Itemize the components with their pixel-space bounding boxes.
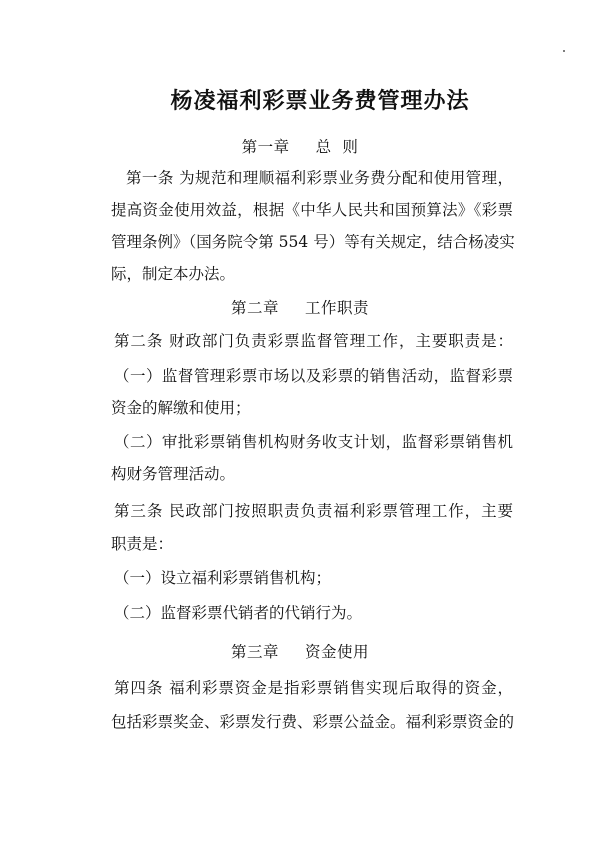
paragraph-line: 第三条 民政部门按照职责负责福利彩票管理工作，主要 <box>114 502 513 520</box>
paragraph-line: 职责是： <box>111 535 174 553</box>
chapter-heading-2 <box>0 296 600 318</box>
paragraph-line: 资金的解缴和使用； <box>111 399 251 417</box>
paragraph-line: （二）审批彩票销售机构财务收支计划，监督彩票销售机 <box>114 433 513 451</box>
chapter-name: 资金使用 <box>305 643 370 661</box>
chapter-name: 总 则 <box>315 138 359 156</box>
document-title: 杨凌福利彩票业务费管理办法 <box>170 88 470 114</box>
chapter-name: 工作职责 <box>305 299 370 317</box>
paragraph-line: 第二条 财政部门负责彩票监督管理工作，主要职责是： <box>114 332 513 350</box>
paragraph-line: （二）监督彩票代销者的代销行为。 <box>114 604 363 622</box>
chapter-number: 第二章 <box>230 299 279 317</box>
paragraph-line: 第一条 为规范和理顺福利彩票业务费分配和使用管理， <box>126 169 513 187</box>
paragraph-line: （一）设立福利彩票销售机构； <box>114 569 332 587</box>
chapter-number: 第三章 <box>230 643 279 661</box>
paragraph-line: 管理条例》（国务院令第 554 号）等有关规定，结合杨凌实 <box>111 233 515 251</box>
scan-speck <box>563 50 565 52</box>
paragraph-line: 提高资金使用效益，根据《中华人民共和国预算法》《彩票 <box>111 201 513 219</box>
chapter-heading-3 <box>0 640 600 662</box>
paragraph-line: 第四条 福利彩票资金是指彩票销售实现后取得的资金， <box>114 679 513 697</box>
chapter-heading-1 <box>0 135 600 157</box>
chapter-number: 第一章 <box>241 138 290 156</box>
paragraph-line: 包括彩票奖金、彩票发行费、彩票公益金。福利彩票资金的 <box>111 713 515 731</box>
paragraph-line: 构财务管理活动。 <box>111 465 236 483</box>
paragraph-line: 际，制定本办法。 <box>111 265 236 283</box>
paragraph-line: （一）监督管理彩票市场以及彩票的销售活动，监督彩票 <box>114 367 513 385</box>
